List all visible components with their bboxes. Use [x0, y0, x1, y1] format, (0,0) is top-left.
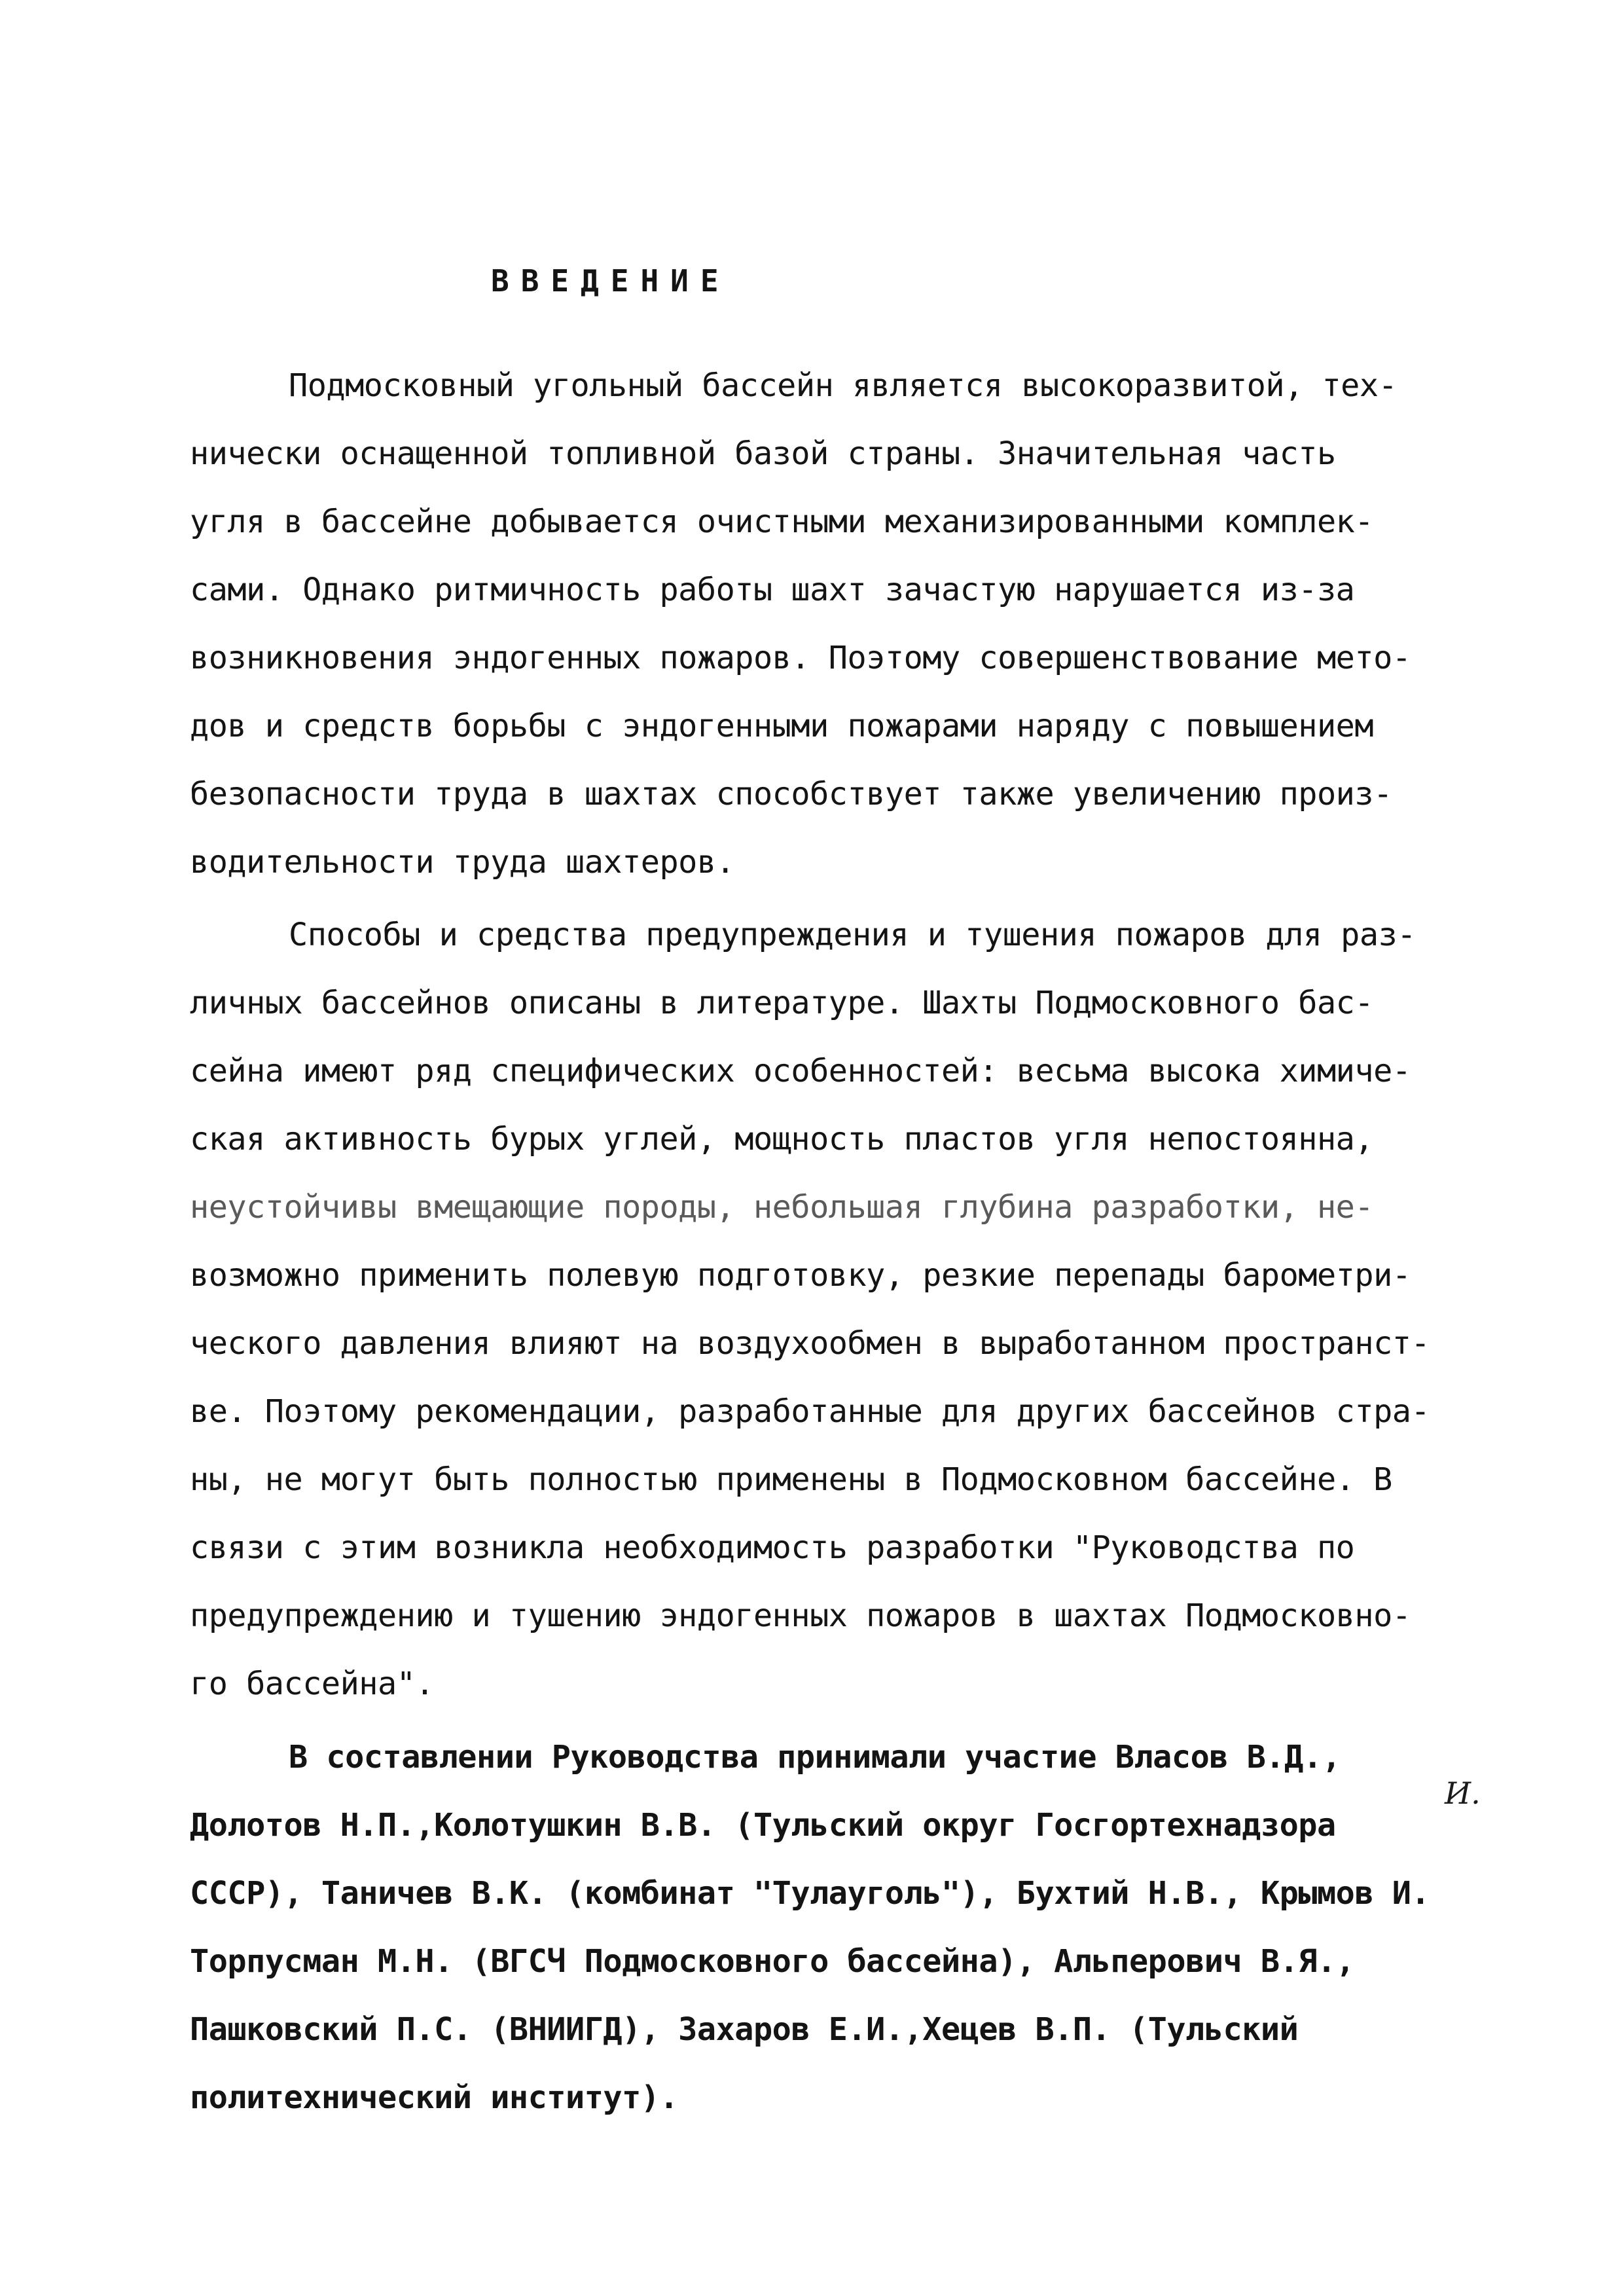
text-line: В составлении Руководства принимали участие Власов В.Д., — [289, 1739, 1341, 1776]
text-line: Подмосковный угольный бассейн является высокоразвитой, тех- — [289, 367, 1398, 404]
text-line: возможно применить полевую подготовку, резкие перепады барометри- — [190, 1257, 1411, 1294]
text-line: связи с этим возникла необходимость разработки "Руководства по — [190, 1529, 1355, 1566]
text-line: политехнический институт). — [190, 2079, 679, 2116]
text-line: ве. Поэтому рекомендации, разработанные для других бассейнов стра- — [190, 1393, 1430, 1430]
handwritten-note: И. — [1445, 1776, 1481, 1811]
page-title: ВВЕДЕНИЕ — [491, 263, 731, 299]
text-line: го бассейна". — [190, 1666, 435, 1702]
text-line: ческого давления влияют на воздухообмен в выработанном пространст- — [190, 1325, 1430, 1362]
text-line: сейна имеют ряд специфических особенностей: весьма высока химиче- — [190, 1053, 1411, 1089]
text-line: предупреждению и тушению эндогенных пожаров в шахтах Подмосковно- — [190, 1597, 1411, 1634]
text-line: Торпусман М.Н. (ВГСЧ Подмосковного бассейна), Альперович В.Я., — [190, 1943, 1355, 1980]
text-line: сами. Однако ритмичность работы шахт зачастую нарушается из-за — [190, 572, 1355, 608]
text-line: Пашковский П.С. (ВНИИГД), Захаров Е.И.,Хецев В.П. (Тульский — [190, 2011, 1299, 2048]
text-line: Способы и средства предупреждения и тушения пожаров для раз- — [289, 917, 1416, 953]
text-line: ны, не могут быть полностью применены в Подмосковном бассейне. В — [190, 1461, 1392, 1498]
text-line: ская активность бурых углей, мощность пластов угля непостоянна, — [190, 1121, 1374, 1157]
text-line: неустойчивы вмещающие породы, небольшая глубина разработки, не- — [190, 1189, 1374, 1226]
text-line: угля в бассейне добывается очистными механизированными комплек- — [190, 503, 1374, 540]
text-line: СССР), Таничев В.К. (комбинат "Тулауголь"), Бухтий Н.В., Крымов И. — [190, 1875, 1430, 1912]
text-line: безопасности труда в шахтах способствует также увеличению произ- — [190, 776, 1392, 812]
text-line: водительности труда шахтеров. — [190, 844, 735, 881]
text-line: дов и средств борьбы с эндогенными пожарами наряду с повышением — [190, 708, 1374, 744]
text-line: нически оснащенной топливной базой страны. Значительная часть — [190, 435, 1336, 472]
text-line: возникновения эндогенных пожаров. Поэтому совершенствование мето- — [190, 640, 1411, 676]
text-line: личных бассейнов описаны в литературе. Шахты Подмосковного бас- — [190, 985, 1374, 1021]
text-line: Долотов Н.П.,Колотушкин В.В. (Тульский округ Госгортехнадзора — [190, 1807, 1336, 1844]
